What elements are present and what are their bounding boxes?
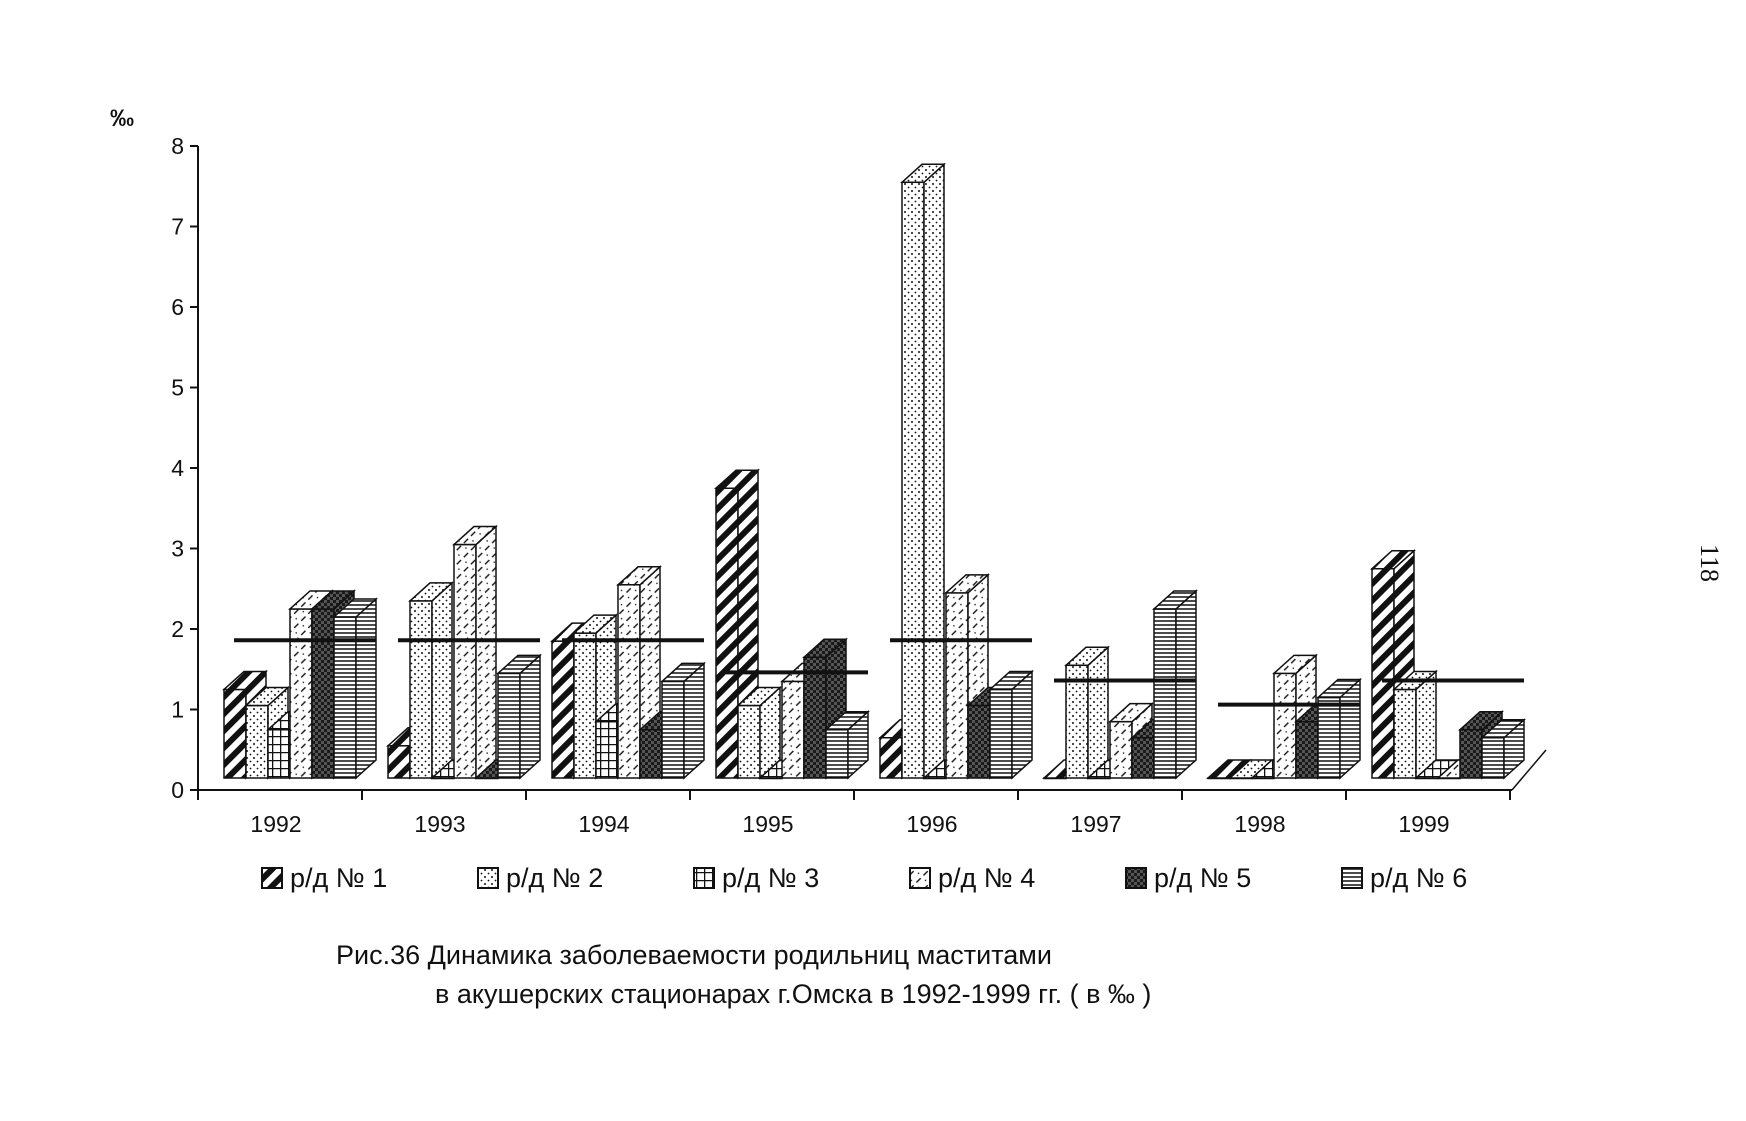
x-tick-label: 1994 bbox=[578, 811, 630, 837]
bar-front bbox=[574, 633, 596, 778]
bar bbox=[498, 655, 540, 778]
x-tick-label: 1996 bbox=[906, 811, 958, 837]
y-tick-label: 1 bbox=[171, 696, 184, 723]
bar-front bbox=[804, 657, 826, 778]
caption-line-2: в акушерских стационарах г.Омска в 1992-1999 гг. ( в ‰ ) bbox=[435, 979, 1152, 1009]
bar bbox=[1318, 680, 1360, 779]
bar-front bbox=[1296, 722, 1318, 778]
bar-front bbox=[596, 722, 618, 778]
bar-front bbox=[1154, 609, 1176, 778]
y-tick-label: 2 bbox=[171, 616, 184, 642]
bar-side bbox=[432, 583, 452, 778]
bar-front bbox=[268, 730, 290, 778]
legend-label: р/д № 4 bbox=[938, 863, 1036, 893]
bar-front bbox=[1110, 722, 1132, 778]
legend-swatch bbox=[478, 868, 498, 888]
bar-front bbox=[290, 609, 312, 778]
y-axis-label: ‰ bbox=[110, 105, 134, 132]
legend-label: р/д № 1 bbox=[290, 863, 388, 893]
legend-label: р/д № 3 bbox=[722, 863, 820, 893]
bar-front bbox=[968, 706, 990, 778]
bar-front bbox=[946, 593, 968, 778]
bar-front bbox=[1460, 730, 1482, 778]
bar-front bbox=[1394, 689, 1416, 778]
bar-front bbox=[738, 706, 760, 778]
bar-front bbox=[498, 673, 520, 778]
bar-front bbox=[716, 488, 738, 778]
y-tick-label: 0 bbox=[171, 777, 184, 803]
legend-swatch bbox=[1126, 868, 1146, 888]
bar bbox=[902, 164, 944, 778]
bar-front bbox=[1132, 738, 1154, 778]
y-tick-label: 6 bbox=[171, 294, 184, 320]
bar-front bbox=[1318, 698, 1340, 779]
bar-side bbox=[476, 527, 496, 778]
x-tick-label: 1999 bbox=[1398, 811, 1450, 837]
bar bbox=[454, 527, 496, 778]
y-tick-label: 5 bbox=[171, 374, 184, 401]
legend-label: р/д № 5 bbox=[1154, 863, 1252, 893]
y-tick-label: 3 bbox=[171, 535, 184, 562]
legend-swatch bbox=[910, 868, 930, 888]
bar-front bbox=[902, 182, 924, 778]
bar-front bbox=[246, 706, 268, 778]
bar-side bbox=[684, 663, 704, 778]
bar-front bbox=[782, 681, 804, 778]
x-tick-label: 1993 bbox=[414, 811, 466, 837]
bar-front bbox=[618, 585, 640, 778]
bar-side bbox=[924, 164, 944, 778]
x-tick-label: 1998 bbox=[1234, 811, 1286, 837]
bar-front bbox=[1372, 569, 1394, 778]
bar-front bbox=[662, 681, 684, 778]
caption-line-1: Рис.36 Динамика заболеваемости родильниц маститами bbox=[336, 940, 1052, 970]
bar bbox=[1394, 671, 1436, 778]
y-tick-label: 7 bbox=[171, 213, 184, 240]
bar-front bbox=[454, 545, 476, 778]
bar-front bbox=[1482, 738, 1504, 778]
bar bbox=[1066, 647, 1108, 778]
bar-side bbox=[356, 599, 376, 778]
bar-side bbox=[520, 655, 540, 778]
bar-front bbox=[1274, 673, 1296, 778]
bar-front bbox=[990, 689, 1012, 778]
bar-front bbox=[388, 746, 410, 778]
y-tick-label: 8 bbox=[171, 133, 184, 159]
bar-front bbox=[312, 609, 334, 778]
y-tick-label: 4 bbox=[171, 455, 184, 481]
bar bbox=[738, 688, 780, 778]
bar bbox=[334, 599, 376, 778]
bar bbox=[410, 583, 452, 778]
x-tick-label: 1995 bbox=[742, 811, 794, 837]
x-tick-label: 1992 bbox=[250, 811, 302, 837]
bar-front bbox=[826, 730, 848, 778]
bar-front bbox=[224, 689, 246, 778]
legend-label: р/д № 6 bbox=[1370, 863, 1468, 893]
legend-swatch bbox=[262, 868, 282, 888]
bars bbox=[224, 164, 1524, 778]
legend-swatch bbox=[1342, 868, 1362, 888]
bar-front bbox=[880, 738, 902, 778]
legend-label: р/д № 2 bbox=[506, 863, 604, 893]
bar-front bbox=[410, 601, 432, 778]
bar-side bbox=[1176, 591, 1196, 778]
bar-front bbox=[640, 730, 662, 778]
bar-front bbox=[552, 641, 574, 778]
bar bbox=[662, 663, 704, 778]
page-number: 118 bbox=[1695, 543, 1725, 583]
bar-side bbox=[1088, 647, 1108, 778]
x-tick-label: 1997 bbox=[1070, 811, 1122, 837]
legend-swatch bbox=[694, 868, 714, 888]
bar bbox=[1154, 591, 1196, 778]
legend bbox=[262, 863, 1467, 893]
bar bbox=[990, 671, 1032, 778]
